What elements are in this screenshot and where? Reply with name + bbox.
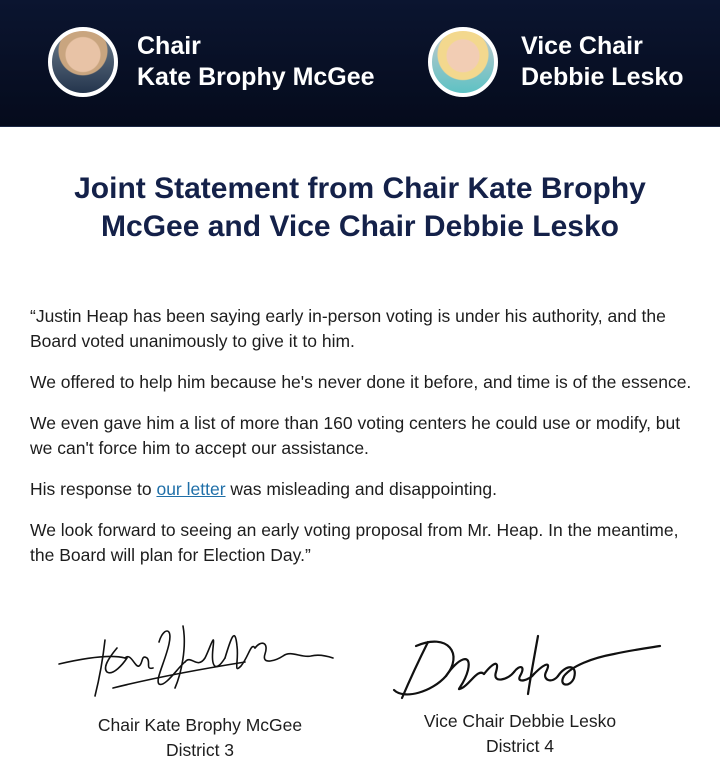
vice-chair-signature [388, 628, 663, 708]
vice-chair-avatar [428, 27, 498, 97]
paragraph-2: We offered to help him because he's never done it before, and time is of the essence. [30, 372, 692, 392]
chair-role: Chair [137, 32, 201, 60]
chair-profile [48, 27, 375, 97]
paragraph-4 [30, 477, 692, 502]
vice-chair-name: Debbie Lesko [521, 63, 684, 91]
paragraph-4-after: was misleading and disappointing. [230, 479, 497, 499]
vice-chair-signature-caption [375, 709, 665, 759]
chair-signature-icon [55, 618, 335, 708]
chair-signature [55, 618, 335, 708]
chair-signature-title: Chair Kate Brophy McGee [97, 715, 303, 735]
paragraph-4-before: His response to [30, 479, 152, 499]
chair-district: District 3 [165, 740, 235, 760]
chair-name-block [137, 31, 375, 93]
vice-chair-signature-icon [388, 628, 663, 708]
vice-chair-district: District 4 [485, 736, 555, 756]
chair-signature-caption [55, 713, 345, 763]
vice-chair-name-block [521, 31, 684, 93]
vice-chair-profile [428, 27, 684, 97]
vice-chair-role: Vice Chair [521, 32, 643, 60]
statement-title: Joint Statement from Chair Kate Brophy McGee and Vice Chair Debbie Lesko [74, 172, 646, 243]
paragraph-3: We even gave him a list of more than 160 voting centers he could use or modify, but we can't force him to accept our assistance. [30, 413, 681, 458]
chair-avatar [48, 27, 118, 97]
our-letter-link[interactable]: our letter [156, 479, 226, 499]
header-banner [0, 0, 720, 127]
chair-name: Kate Brophy McGee [137, 63, 375, 91]
statement-body [30, 304, 692, 584]
paragraph-1: “Justin Heap has been saying early in-person voting is under his authority, and the Board voted unanimously to give it to him. [30, 306, 666, 351]
vice-chair-signature-title: Vice Chair Debbie Lesko [423, 711, 617, 731]
paragraph-5: We look forward to seeing an early voting proposal from Mr. Heap. In the meantime, the Board will plan for Election Day.” [30, 520, 679, 565]
